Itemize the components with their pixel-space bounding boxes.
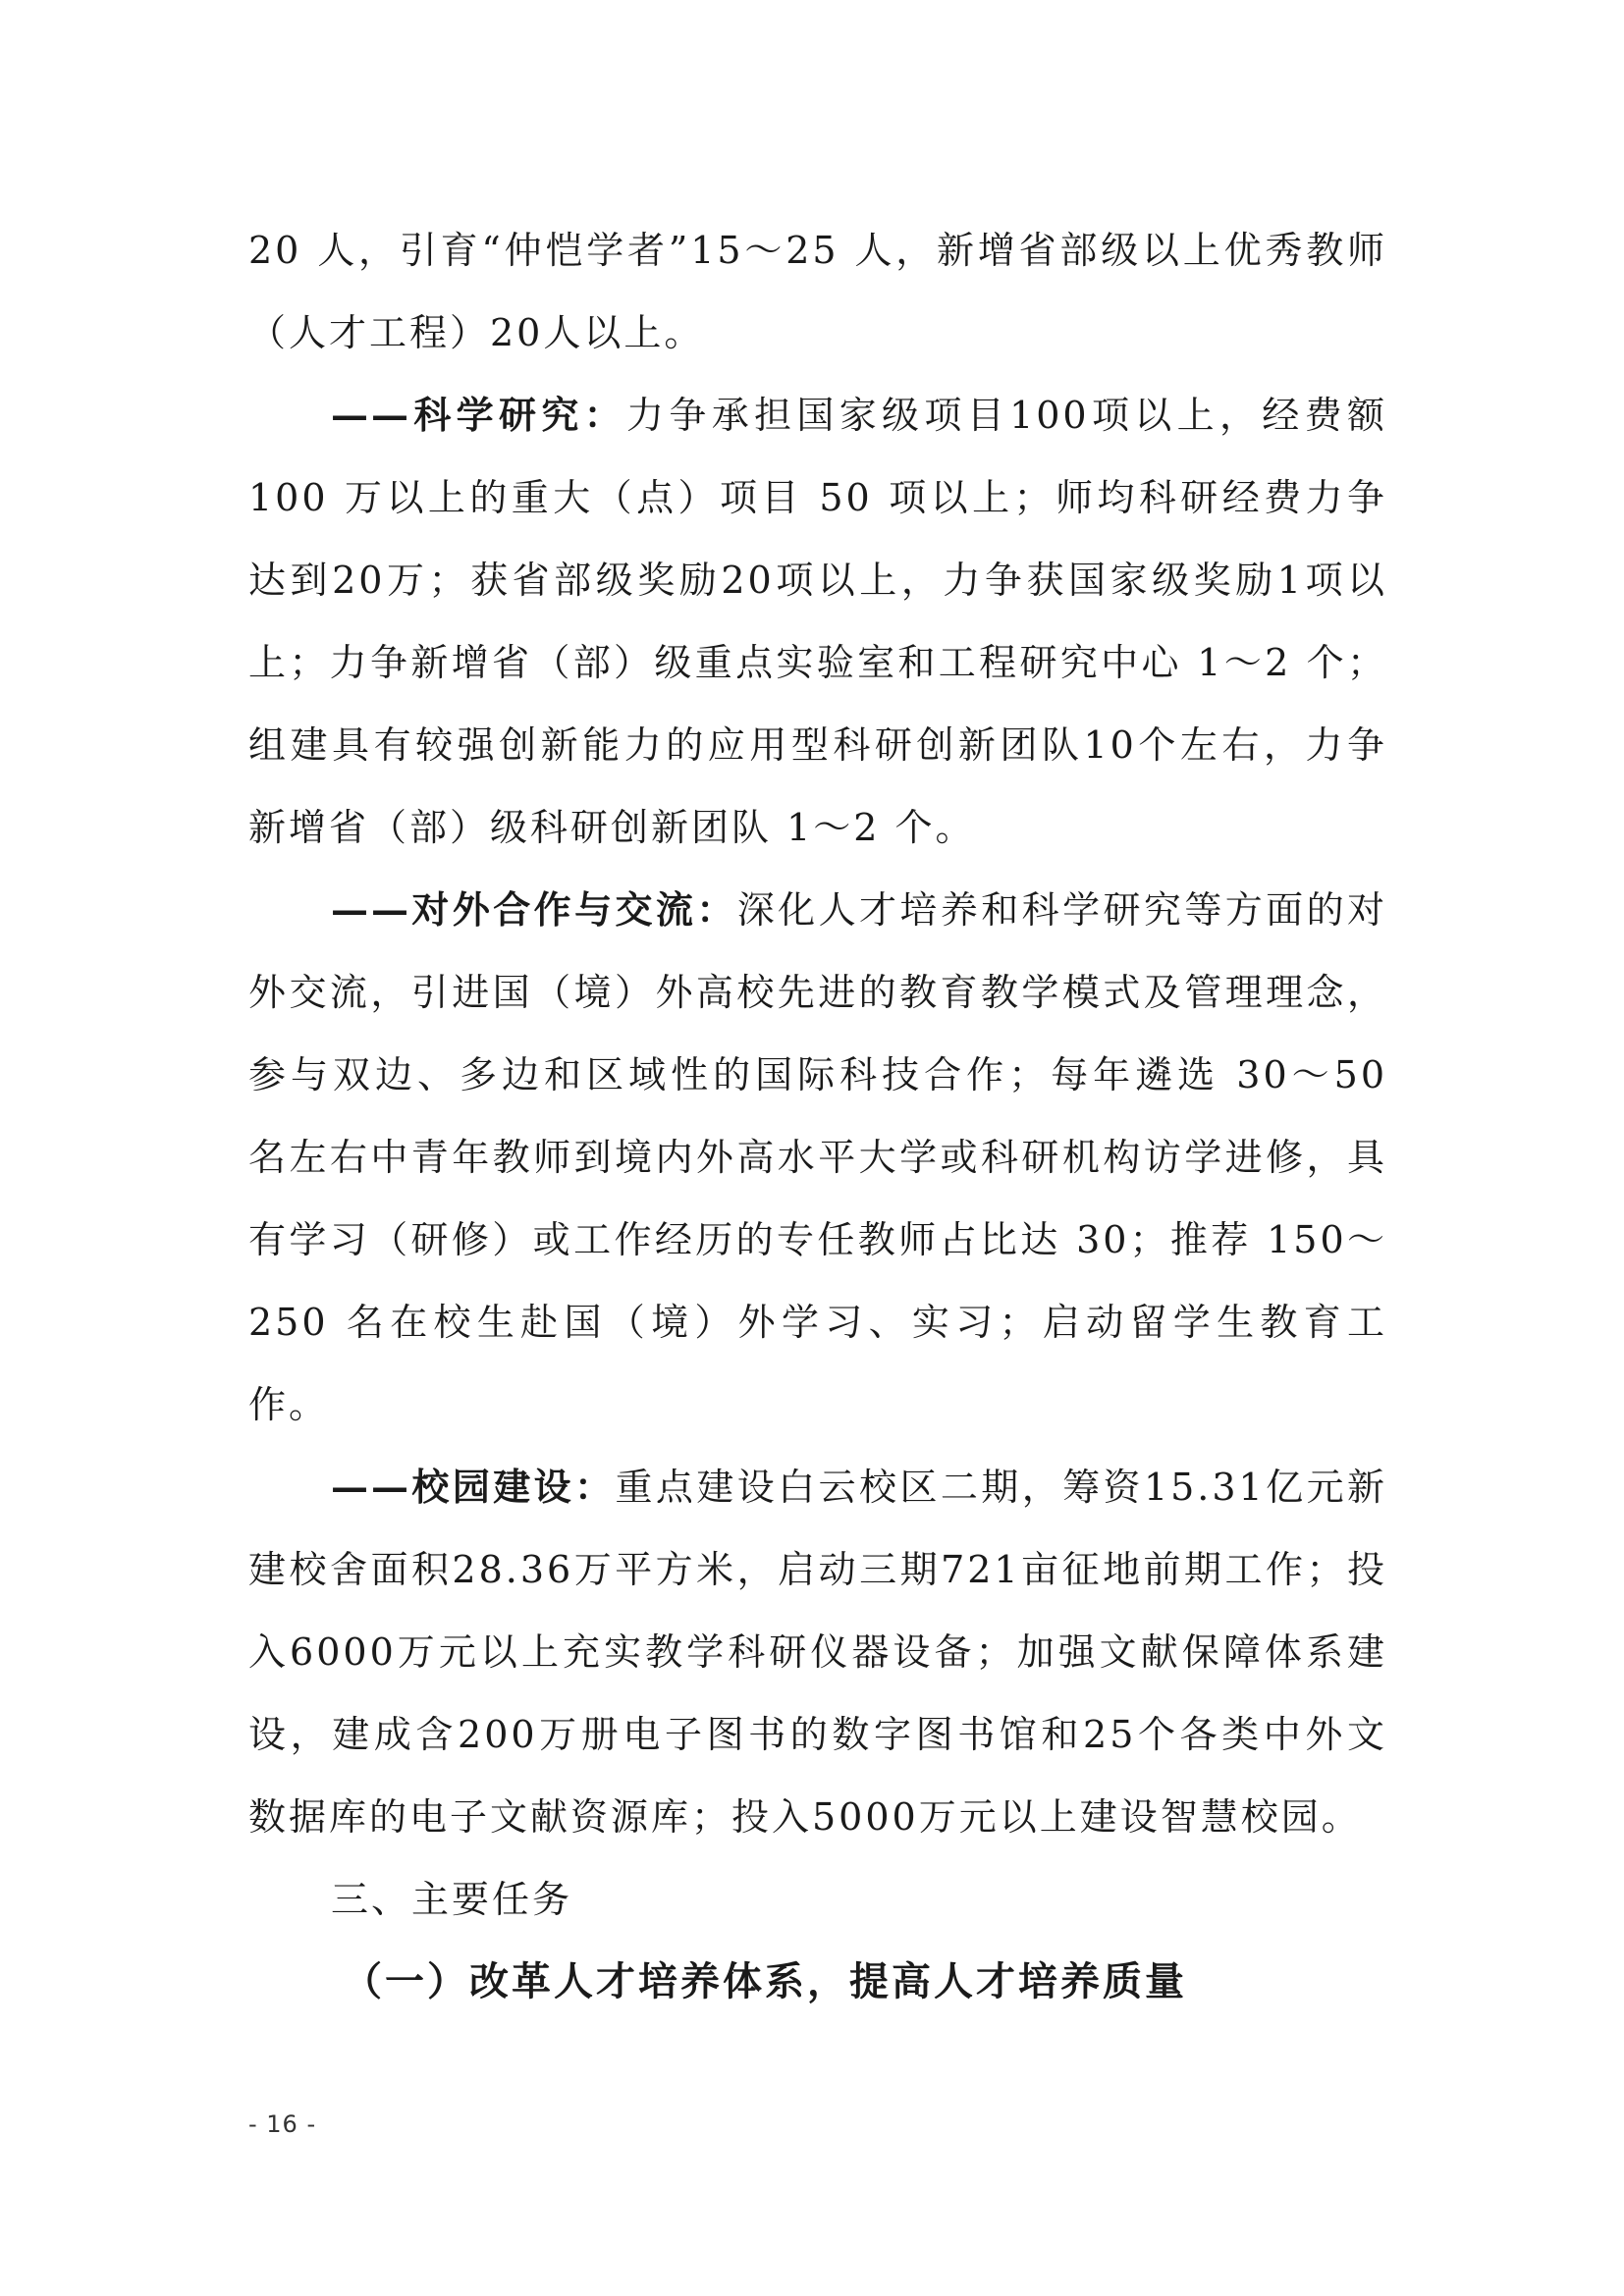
paragraph-lead: ——校园建设： bbox=[331, 1465, 616, 1509]
paragraph-scientific-research bbox=[248, 374, 1387, 869]
paragraph-talent-continuation bbox=[248, 209, 1387, 374]
paragraph-campus-construction bbox=[248, 1446, 1387, 1858]
paragraph-external-cooperation bbox=[248, 869, 1387, 1446]
subsection-heading: （一）改革人才培养体系，提高人才培养质量 bbox=[343, 1958, 1187, 2004]
page-number: - 16 - bbox=[248, 2110, 317, 2138]
section-heading: 三、主要任务 bbox=[331, 1878, 573, 1921]
paragraph-lead: ——对外合作与交流： bbox=[331, 887, 737, 932]
paragraph-text: 20 人，引育“仲恺学者”15～25 人，新增省部级以上优秀教师（人才工程）20人以上。 bbox=[248, 229, 1387, 354]
paragraph-text: 力争承担国家级项目100项以上，经费额 100 万以上的重大（点）项目 50 项以上；师均科研经费力争达到20万；获省部级奖励20项以上，力争获国家级奖励1项以上；力争新增省（部）级重点实验室和工程研究中心 1～2 个；组建具有较强创新能力的应用型科研创新团队10个左右，力争新增省（部）级科研创新团队 1～2 个。 bbox=[248, 394, 1387, 849]
paragraph-lead: ——科学研究： bbox=[331, 393, 627, 437]
paragraph-text: 重点建设白云校区二期，筹资15.31亿元新建校舍面积28.36万平方米，启动三期721亩征地前期工作；投入6000万元以上充实教学科研仪器设备；加强文献保障体系建设，建成含200万册电子图书的数字图书馆和25个各类中外文数据库的电子文献资源库；投入5000万元以上建设智慧校园。 bbox=[248, 1466, 1387, 1839]
document-body bbox=[248, 209, 1387, 2023]
paragraph-text: 深化人才培养和科学研究等方面的对外交流，引进国（境）外高校先进的教育教学模式及管理理念，参与双边、多边和区域性的国际科技合作；每年遴选 30～50 名左右中青年教师到境内外高水平大学或科研机构访学进修，具有学习（研修）或工作经历的专任教师占比达 30；推荐 150～250 名在校生赴国（境）外学习、实习；启动留学生教育工作。 bbox=[248, 888, 1387, 1426]
